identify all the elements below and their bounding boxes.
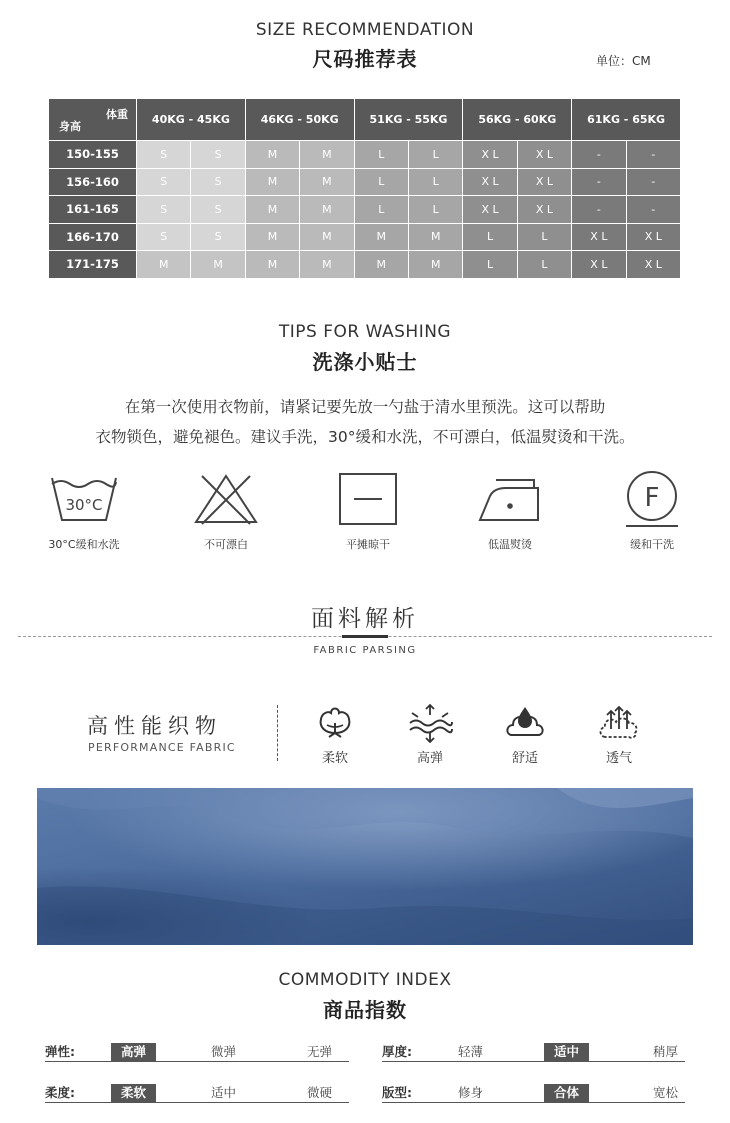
fabric-photo [37,788,693,945]
washing-title-en: TIPS FOR WASHING [278,322,452,342]
index-title-cn: 商品指数 [323,998,407,1022]
cotton-icon [313,703,357,743]
size-cell: L [354,141,408,169]
size-cell: M [354,223,408,251]
index-row-elasticity [45,1042,349,1062]
size-cell: - [572,141,626,169]
no-bleach-icon [190,470,262,528]
size-cell: X L [517,196,571,224]
index-title-en: COMMODITY INDEX [278,970,452,990]
size-cell: X L [463,168,517,196]
size-cell: L [517,223,571,251]
care-item-dry [308,470,428,552]
weight-header: 56KG - 60KG [463,99,572,141]
size-cell: X L [517,168,571,196]
size-cell: S [191,196,245,224]
care-label: 不可漂白 [204,538,248,551]
size-cell: S [137,168,191,196]
size-cell: - [572,168,626,196]
index-key: 弹性: [45,1044,75,1059]
size-cell: X L [626,251,680,279]
size-cell: L [354,196,408,224]
size-cell: M [408,223,462,251]
index-option: 宽松 [653,1085,679,1100]
table-row [49,223,681,251]
size-cell: X L [572,223,626,251]
size-cell: S [137,196,191,224]
size-cell: L [517,251,571,279]
height-label: 156-160 [49,168,137,196]
corner-weight-label: 体重 [106,108,128,121]
breathable-icon [595,703,643,743]
stretch-icon [406,703,454,743]
index-key: 柔度: [45,1085,75,1100]
size-table [48,98,681,279]
weight-header: 40KG - 45KG [137,99,246,141]
table-row [49,196,681,224]
size-cell: X L [626,223,680,251]
size-cell: M [191,251,245,279]
size-cell: M [300,251,354,279]
care-label: 平摊晾干 [346,538,390,551]
index-option-selected: 柔软 [111,1084,156,1102]
care-label: 缓和干洗 [630,538,674,551]
index-option-selected: 合体 [544,1084,589,1102]
index-option: 稍厚 [653,1044,679,1059]
size-cell: M [245,251,299,279]
size-cell: - [572,196,626,224]
table-corner [49,99,137,141]
washing-title-cn: 洗涤小贴士 [312,350,418,374]
care-item-iron [450,470,570,552]
feature-label: 透气 [605,751,632,766]
size-cell: X L [572,251,626,279]
table-row [49,168,681,196]
table-row [49,251,681,279]
care-item-wash [24,470,144,552]
washing-text-line1: 在第一次使用衣物前，请紧记要先放一勺盐于清水里预洗。这可以帮助 [124,398,606,416]
size-cell: - [626,168,680,196]
height-label: 150-155 [49,141,137,169]
index-option-selected: 高弹 [111,1043,156,1061]
size-cell: X L [463,196,517,224]
wash-30-icon [48,470,120,528]
index-option: 轻薄 [458,1044,484,1059]
size-cell: S [191,168,245,196]
height-label: 171-175 [49,251,137,279]
feature-stretch [400,703,460,766]
size-cell: M [245,196,299,224]
size-table-header [49,99,681,141]
size-cell: - [626,196,680,224]
dry-clean-letter: F [644,483,660,513]
index-option: 无弹 [307,1044,333,1059]
care-label: 30°C缓和水洗 [48,538,120,551]
table-row [49,141,681,169]
care-item-bleach [166,470,286,552]
divider [277,705,278,761]
size-cell: L [463,251,517,279]
size-cell: M [300,196,354,224]
index-row-fit [382,1083,685,1103]
divider-accent [342,635,388,638]
flat-dry-icon [332,470,404,528]
index-option-selected: 适中 [544,1043,589,1061]
wash-temp-text: 30°C [65,496,103,514]
size-cell: X L [463,141,517,169]
size-cell: L [408,168,462,196]
feature-label: 柔软 [321,751,348,766]
feature-breathable [589,703,649,766]
feature-soft [305,703,365,766]
size-cell: M [300,168,354,196]
size-cell: L [408,196,462,224]
index-row-softness [45,1083,349,1103]
index-key: 版型: [382,1085,412,1100]
droplet-icon [503,703,547,743]
low-iron-icon [474,470,546,528]
size-title-en: SIZE RECOMMENDATION [255,20,475,40]
size-cell: M [245,223,299,251]
index-option: 微硬 [307,1085,333,1100]
fabric-title-en: FABRIC PARSING [313,645,417,656]
washing-text-line2: 衣物锁色，避免褪色。建议手洗，30°缓和水洗，不可漂白，低温熨烫和干洗。 [95,428,635,446]
size-cell: M [408,251,462,279]
feature-label: 舒适 [511,751,538,766]
size-cell: L [408,141,462,169]
index-row-thickness [382,1042,685,1062]
performance-title-cn: 高性能织物 [87,714,222,738]
fabric-texture [37,788,693,945]
size-cell: X L [517,141,571,169]
index-option: 微弹 [211,1044,237,1059]
size-cell: M [354,251,408,279]
size-cell: M [245,141,299,169]
feature-label: 高弹 [416,751,443,766]
size-cell: M [300,141,354,169]
weight-header: 46KG - 50KG [245,99,354,141]
size-cell: M [245,168,299,196]
size-cell: L [463,223,517,251]
size-cell: - [626,141,680,169]
care-label: 低温熨烫 [488,538,532,551]
performance-title-en: PERFORMANCE FABRIC [88,741,236,754]
size-cell: M [137,251,191,279]
size-cell: M [300,223,354,251]
weight-header: 61KG - 65KG [572,99,681,141]
index-key: 厚度: [382,1044,412,1059]
height-label: 161-165 [49,196,137,224]
care-item-dryclean [592,470,712,552]
weight-header: 51KG - 55KG [354,99,463,141]
size-cell: S [137,141,191,169]
size-cell: S [191,141,245,169]
size-cell: S [137,223,191,251]
index-option: 适中 [211,1085,237,1100]
feature-comfort [495,703,555,766]
size-cell: L [354,168,408,196]
index-option: 修身 [458,1085,484,1100]
fabric-title-cn: 面料解析 [311,606,419,632]
unit-label: 单位：CM [596,54,651,68]
height-label: 166-170 [49,223,137,251]
size-cell: S [191,223,245,251]
corner-height-label: 身高 [59,120,81,133]
dry-clean-icon [616,470,688,528]
size-title-cn: 尺码推荐表 [312,47,418,71]
